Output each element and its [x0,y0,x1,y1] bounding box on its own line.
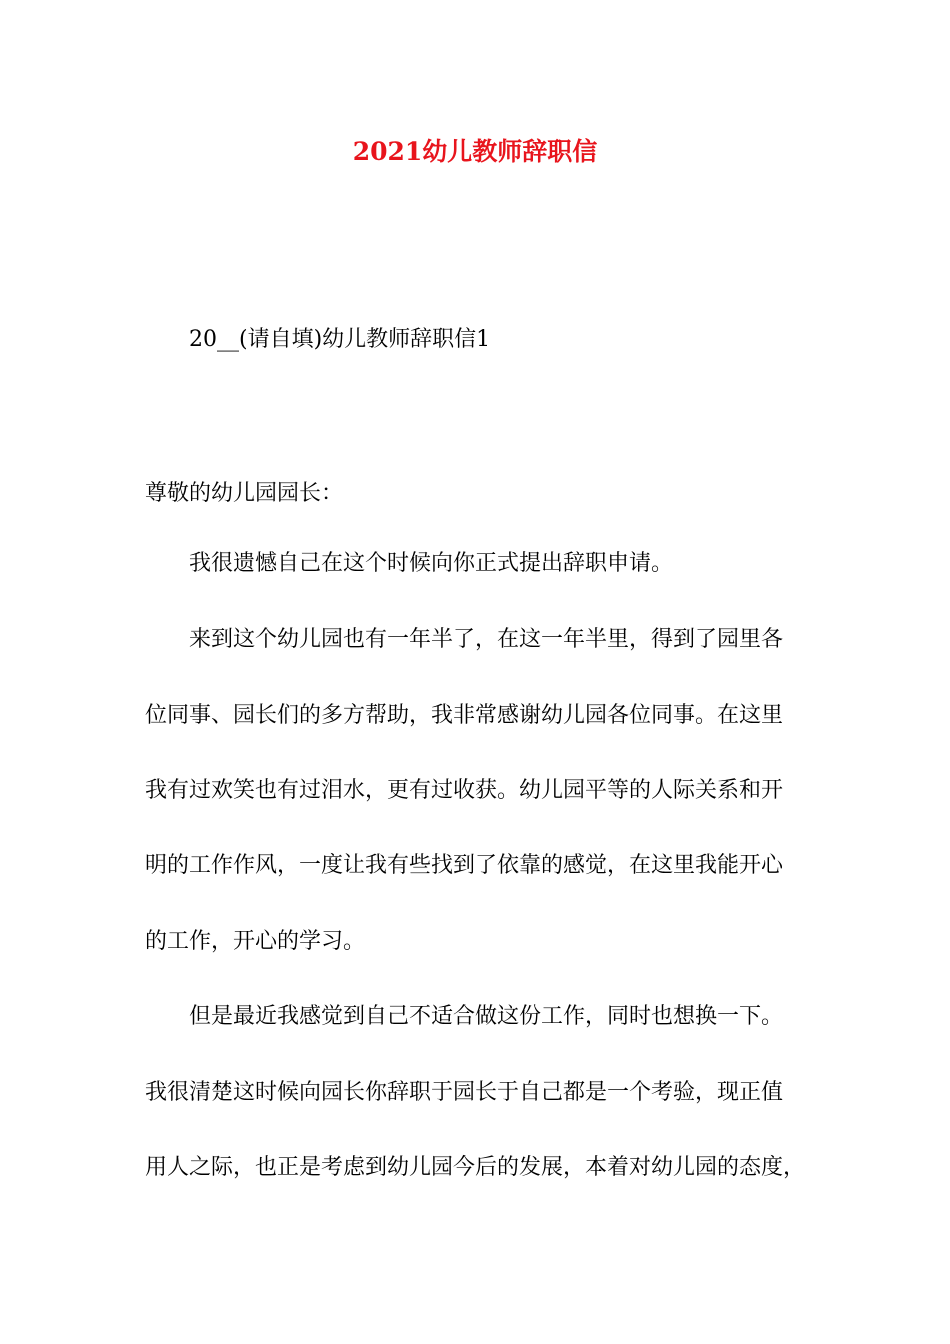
paragraph-line: 位同事、园长们的多方帮助，我非常感谢幼儿园各位同事。在这里 [145,703,784,728]
paragraph-line: 的工作，开心的学习。 [145,929,366,954]
paragraph-line: 来到这个幼儿园也有一年半了，在这一年半里，得到了园里各 [189,627,784,652]
paragraph-line: 我很清楚这时候向园长你辞职于园长于自己都是一个考验，现正值 [145,1080,784,1105]
document-title: 2021幼儿教师辞职信 [352,137,598,166]
paragraph-line: 我很遗憾自己在这个时候向你正式提出辞职申请。 [189,551,674,576]
paragraph-line: 但是最近我感觉到自己不适合做这份工作，同时也想换一下。 [189,1004,784,1029]
paragraph-line: 明的工作作风，一度让我有些找到了依靠的感觉，在这里我能开心 [145,853,784,878]
paragraph-line: 用人之际，也正是考虑到幼儿园今后的发展，本着对幼儿园的态度， [145,1155,806,1180]
paragraph-line: 我有过欢笑也有过泪水，更有过收获。幼儿园平等的人际关系和开 [145,778,784,803]
salutation: 尊敬的幼儿园园长： [145,481,344,506]
document-subtitle: 20__(请自填)幼儿教师辞职信1 [189,327,491,352]
